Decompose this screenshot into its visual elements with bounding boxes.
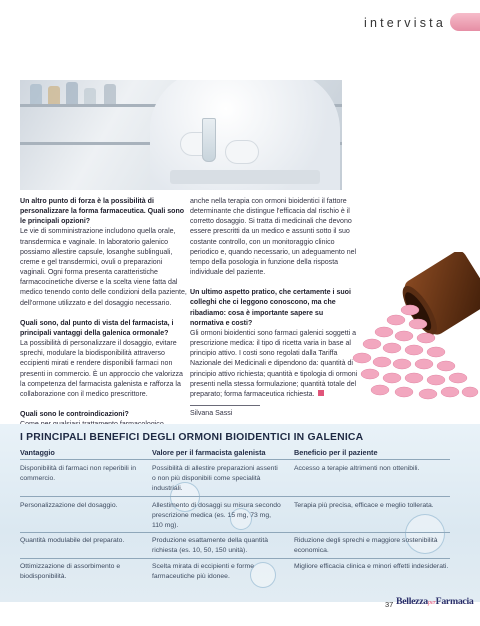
table-cell: Disponibilità di farmaci non reperibili in commercio. (20, 465, 136, 482)
table-cell: Personalizzazione del dosaggio. (20, 502, 118, 509)
magazine-logo: BellezzaperFarmacia (396, 596, 474, 607)
article-column-right (190, 197, 358, 419)
question-2: Quali sono, dal punto di vista del farmacista, i principali vantaggi della galenica ormonale? (20, 319, 174, 337)
page-number: 37 (385, 600, 394, 609)
answer-3-continued: anche nella terapia con ormoni bioidentici il fattore determinante che distingue l'efficacia dal rischio è il corretto dosaggio. Si tratta di medicinali che devono essere prescritti da un medico e assunti sotto il suo costante controllo, con un monitoraggio clinico periodico e, quando necessario, un adeguamento nel tempo della posologia in funzione della risposta individuale del paziente. (190, 198, 357, 277)
lab-photo (20, 80, 342, 190)
author-signature: Silvana Sassi (190, 405, 260, 419)
benefits-table (0, 424, 480, 602)
table-cell: Terapia più precisa, efficace e meglio tollerata. (294, 502, 434, 509)
answer-1: Le vie di somministrazione includono quella orale, transdermica e vaginale. In laboratorio galenico possiamo allestire capsule, losanghe sublinguali, creme e gel transdermici, ovuli o preparazioni vaginali. Ogni forma presenta caratteristiche farmacocinetiche diverse e la scelta viene fatta dal medico tenendo conto delle condizioni della paziente, dell'ormone utilizzato e del dosaggio necessario. (20, 228, 187, 307)
end-mark (318, 390, 324, 396)
section-accent-bar (450, 13, 480, 31)
table-cell: Quantità modulabile del preparato. (20, 537, 125, 544)
answer-4: Gli ormoni bioidentici sono farmaci galenici soggetti a prescrizione medica: il tipo di ricetta varia in base al principio attivo. I costi sono regolati dalla Tariffa Nazionale dei Medicinali e dipendono da: quantità di principio attivo richiesta; quantità e tipologia di ormoni presenti nella stessa formulazione; quantità totale del preparato; forma farmaceutica richiesta. (190, 329, 358, 398)
column-header: Beneficio per il paziente (294, 448, 378, 457)
pills-bottle-image (340, 252, 480, 422)
table-cell: Allestimento di dosaggi su misura secondo prescrizione medica (es. 15 mg, 73 mg, 110 mg). (152, 502, 281, 529)
question-3: Quali sono le controindicazioni? (20, 410, 129, 418)
section-tag: intervista (363, 16, 446, 30)
column-header: Vantaggio (20, 448, 55, 457)
table-title: I PRINCIPALI BENEFICI DEGLI ORMONI BIOIDENTICI IN GALENICA (20, 432, 364, 443)
table-cell: Produzione esattamente della quantità richiesta (es. 10, 50, 150 unità). (152, 537, 269, 554)
table-cell: Migliore efficacia clinica e minori effetti indesiderati. (294, 563, 449, 570)
table-cell: Riduzione degli sprechi e maggiore sostenibilità economica. (294, 537, 438, 554)
table-cell: Scelta mirata di eccipienti e forme farmaceutiche più idonee. (152, 563, 254, 580)
answer-2: La possibilità di personalizzare il dosaggio, evitare sprechi, modulare la biodisponibilità attraverso eccipienti mirati e rendere disponibili farmaci non presenti in commercio. È un approccio che valorizza la competenza del farmacista galenista e rafforza la collaborazione con il medico prescrittore. (20, 340, 183, 398)
table-cell: Possibilità di allestire preparazioni assenti o non più disponibili come specialità industriali. (152, 465, 278, 492)
table-cell: Ottimizzazione di assorbimento e biodisponibilità. (20, 563, 121, 580)
article-column-left (20, 197, 188, 430)
question-4: Un ultimo aspetto pratico, che certamente i suoi colleghi che ci leggono conoscono, ma che ribadiamo: cosa è importante sapere su normativa e costi? (190, 289, 351, 327)
question-1: Un altro punto di forza è la possibilità di personalizzare la forma farmaceutica. Quali sono le principali opzioni? (20, 198, 185, 226)
table-cell: Accesso a terapie altrimenti non ottenibili. (294, 465, 420, 472)
column-header: Valore per il farmacista galenista (152, 448, 266, 457)
